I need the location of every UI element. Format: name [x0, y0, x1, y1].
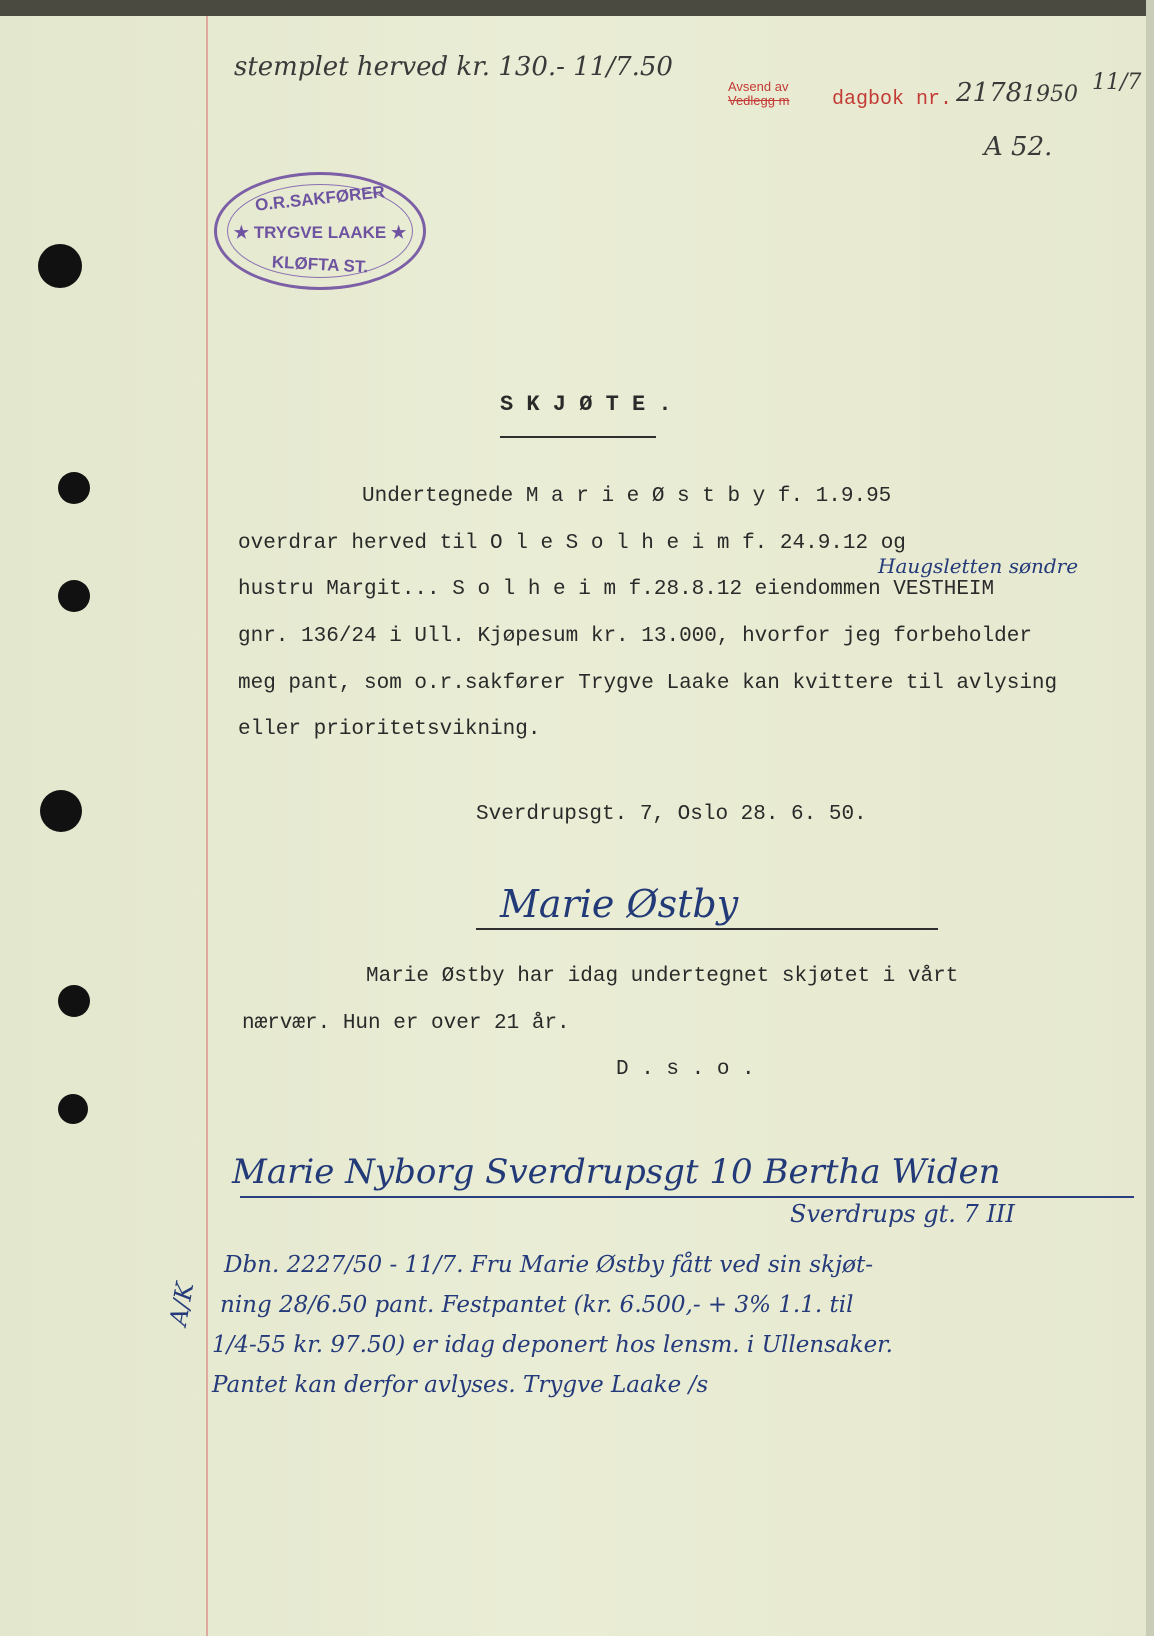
star-icon: ★ [391, 223, 407, 242]
dagbok-year: 1950 [1022, 82, 1078, 107]
vedlegg-label: Vedlegg m [728, 93, 790, 108]
deed-line-3: hustru Margit... S o l h e i m f.28.8.12 eiendommen VESTHEIM [238, 578, 995, 601]
annotation-line-2: ning 28/6.50 pant. Festpantet (kr. 6.500,- + 3% 1.1. til [220, 1292, 854, 1318]
deed-line-6: eller prioritetsvikning. [238, 718, 541, 741]
dagbok-label: dagbok nr. [832, 88, 953, 111]
stamp-line-2-row [217, 223, 423, 243]
stamp-duty-note: stemplet herved kr. 130.- 11/7.50 [234, 52, 673, 82]
punch-hole [58, 580, 90, 612]
dso: D . s . o . [616, 1058, 755, 1081]
signature-line [476, 928, 938, 930]
reference-number: A 52. [984, 132, 1053, 162]
witness-signatures: Marie Nyborg Sverdrupsgt 10 Bertha Widen [232, 1152, 1001, 1192]
lawyer-stamp [214, 172, 426, 290]
scan-edge-right [1146, 0, 1154, 1636]
witness-address: Sverdrups gt. 7 III [790, 1200, 1015, 1228]
place-date: Sverdrupsgt. 7, Oslo 28. 6. 50. [476, 803, 867, 826]
avsender-label: Avsend av [728, 79, 789, 94]
title-underline [500, 436, 656, 438]
annotation-line-4: Pantet kan derfor avlyses. Trygve Laake /s [212, 1372, 709, 1398]
annotation-line-1: Dbn. 2227/50 - 11/7. Fru Marie Østby fått ved sin skjøt- [224, 1252, 874, 1278]
document-title: S K J Ø T E . [500, 392, 672, 417]
sender-labels [728, 80, 789, 108]
margin-line [206, 16, 208, 1636]
witness-underline [240, 1196, 1134, 1198]
dagbok-date: 11/7 [1092, 70, 1142, 95]
stamp-line-1: O.R.SAKFØRER [254, 182, 386, 215]
deed-line-4: gnr. 136/24 i Ull. Kjøpesum kr. 13.000, hvorfor jeg forbeholder [238, 625, 1032, 648]
punch-hole [58, 985, 90, 1017]
punch-hole [58, 472, 90, 504]
margin-note: A/K [164, 1280, 200, 1328]
punch-hole [58, 1094, 88, 1124]
scan-edge-top [0, 0, 1154, 16]
annotation-line-3: 1/4-55 kr. 97.50) er idag deponert hos lensm. i Ullensaker. [212, 1332, 893, 1358]
stamp-line-2: TRYGVE LAAKE [253, 223, 387, 242]
witness-line-1: Marie Østby har idag undertegnet skjøtet i vårt [366, 965, 959, 988]
stamp-line-3: KLØFTA ST. [271, 252, 369, 277]
deed-line-2: overdrar herved til O l e S o l h e i m f. 24.9.12 og [238, 532, 906, 555]
punch-hole [38, 244, 82, 288]
deed-line-5: meg pant, som o.r.sakfører Trygve Laake kan kvittere til avlysing [238, 672, 1058, 695]
seller-signature: Marie Østby [500, 882, 739, 926]
property-insertion: Haugsletten søndre [878, 554, 1079, 578]
deed-line-1: Undertegnede M a r i e Ø s t b y f. 1.9.95 [362, 485, 892, 508]
star-icon: ★ [233, 223, 249, 242]
witness-line-2: nærvær. Hun er over 21 år. [242, 1012, 570, 1035]
dagbok-number: 2178 [956, 78, 1023, 108]
punch-hole [40, 790, 82, 832]
